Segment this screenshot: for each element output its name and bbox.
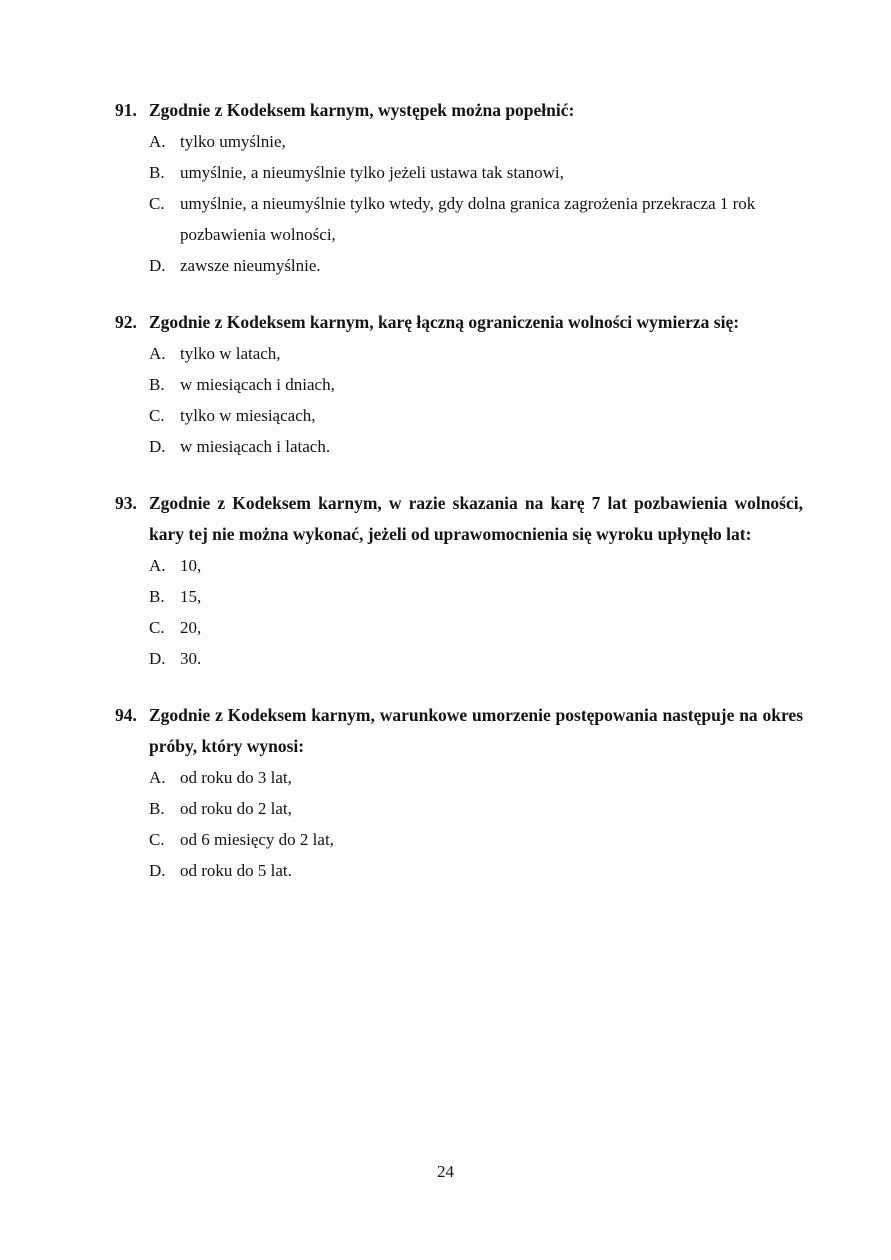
option-letter: B. — [149, 799, 165, 818]
option-text: zawsze nieumyślnie. — [180, 256, 321, 275]
option-letter: C. — [149, 194, 165, 213]
option-row — [149, 250, 803, 281]
option-row — [149, 400, 803, 431]
question-number: 93. — [115, 493, 137, 513]
question-header — [115, 700, 803, 762]
option-text: od 6 miesięcy do 2 lat, — [180, 830, 334, 849]
option-letter: B. — [149, 163, 165, 182]
option-text: tylko w miesiącach, — [180, 406, 316, 425]
options-list — [149, 550, 803, 674]
question-header — [115, 95, 803, 126]
option-text: 20, — [180, 618, 202, 637]
option-text: od roku do 3 lat, — [180, 768, 292, 787]
option-text: 30. — [180, 649, 202, 668]
options-list — [149, 338, 803, 462]
question-number: 91. — [115, 100, 137, 120]
option-letter: A. — [149, 344, 166, 363]
option-letter: D. — [149, 437, 166, 456]
option-text: tylko umyślnie, — [180, 132, 286, 151]
question-text: Zgodnie z Kodeksem karnym, karę łączną ograniczenia wolności wymierza się: — [149, 312, 740, 332]
option-row — [149, 188, 803, 250]
question-header — [115, 307, 803, 338]
page-number: 24 — [437, 1162, 454, 1181]
option-letter: B. — [149, 375, 165, 394]
option-letter: D. — [149, 256, 166, 275]
question-block-91 — [115, 95, 803, 281]
option-row — [149, 824, 803, 855]
option-letter: C. — [149, 406, 165, 425]
question-number: 92. — [115, 312, 137, 332]
option-row — [149, 643, 803, 674]
question-block-93 — [115, 488, 803, 674]
option-row — [149, 762, 803, 793]
option-letter: A. — [149, 556, 166, 575]
option-letter: C. — [149, 830, 165, 849]
option-text: 15, — [180, 587, 202, 606]
option-letter: C. — [149, 618, 165, 637]
option-text: tylko w latach, — [180, 344, 281, 363]
option-text: od roku do 5 lat. — [180, 861, 292, 880]
option-text: od roku do 2 lat, — [180, 799, 292, 818]
option-row — [149, 612, 803, 643]
option-letter: B. — [149, 587, 165, 606]
option-letter: D. — [149, 861, 166, 880]
option-row — [149, 855, 803, 886]
questions-section — [115, 95, 803, 912]
option-row — [149, 431, 803, 462]
option-text: umyślnie, a nieumyślnie tylko jeżeli ustawa tak stanowi, — [180, 163, 564, 182]
option-row — [149, 793, 803, 824]
option-letter: A. — [149, 132, 166, 151]
option-row — [149, 338, 803, 369]
options-list — [149, 762, 803, 886]
question-header — [115, 488, 803, 550]
option-letter: A. — [149, 768, 166, 787]
option-row — [149, 369, 803, 400]
question-text: Zgodnie z Kodeksem karnym, warunkowe umorzenie postępowania następuje na okres próby, który wynosi: — [149, 705, 803, 756]
question-text: Zgodnie z Kodeksem karnym, występek można popełnić: — [149, 100, 575, 120]
option-row — [149, 581, 803, 612]
option-text: umyślnie, a nieumyślnie tylko wtedy, gdy dolna granica zagrożenia przekracza 1 rok pozbawienia wolności, — [180, 194, 756, 244]
option-row — [149, 126, 803, 157]
question-number: 94. — [115, 705, 137, 725]
option-text: w miesiącach i dniach, — [180, 375, 335, 394]
option-row — [149, 157, 803, 188]
option-row — [149, 550, 803, 581]
question-block-94 — [115, 700, 803, 886]
option-letter: D. — [149, 649, 166, 668]
options-list — [149, 126, 803, 281]
question-block-92 — [115, 307, 803, 462]
option-text: w miesiącach i latach. — [180, 437, 331, 456]
option-text: 10, — [180, 556, 202, 575]
question-text: Zgodnie z Kodeksem karnym, w razie skazania na karę 7 lat pozbawienia wolności, kary tej nie można wykonać, jeżeli od uprawomocnienia się wyroku upłynęło lat: — [149, 493, 803, 544]
